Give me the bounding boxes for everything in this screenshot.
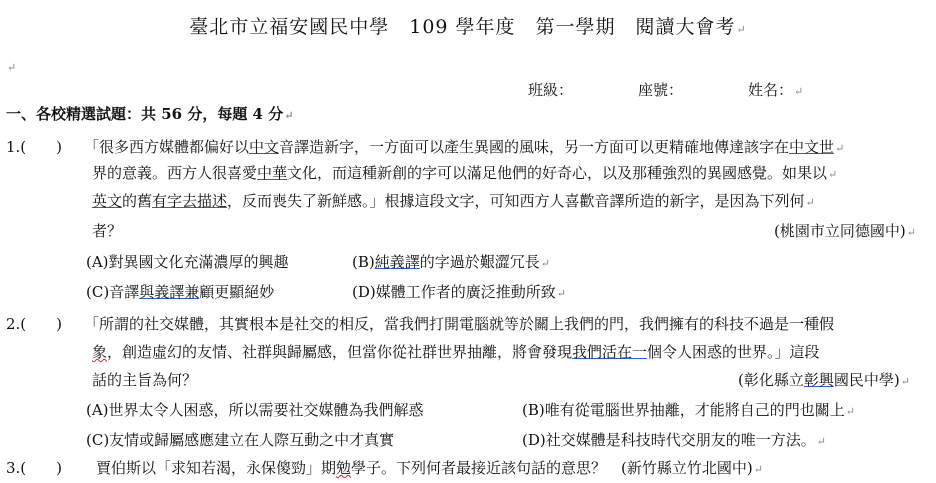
- q2-spellcheck-term: 象: [92, 343, 108, 361]
- q3-line-1: [96, 458, 763, 480]
- q1-number: [6, 137, 62, 157]
- q2-source: [738, 370, 910, 392]
- option-text: 的字過於艱澀冗長: [419, 253, 540, 271]
- class-label: [528, 80, 573, 100]
- q2-option-b[interactable]: [522, 400, 855, 422]
- option-text: (A)世界太令人困惑，所以需要社交媒體為我們解惑: [86, 401, 424, 419]
- paragraph-mark: ↵: [736, 23, 747, 36]
- q1-text: 音譯造新字，一方面可以產生異國的風味，另一方面可以更精確地傳達該字在: [279, 138, 790, 156]
- option-underlined-term: 純義譯: [374, 253, 420, 271]
- q1-source-text: (桃園市立同德國中): [774, 222, 906, 240]
- q1-underlined-term: 中文: [249, 138, 280, 156]
- name-label: [748, 80, 803, 102]
- paragraph-mark: ↵: [816, 435, 826, 448]
- q3-number: [6, 458, 62, 478]
- q1-text: ，反而喪失了新鮮感。」根據這段文字，可知西方人喜歡音譯所造的新字，是因為下列何: [227, 192, 805, 210]
- option-text: (D)媒體工作者的廣泛推動所致: [352, 283, 556, 301]
- option-text: (B): [352, 253, 375, 271]
- q2-line-2: [92, 342, 820, 362]
- q2-number-text: 2.( ): [6, 315, 63, 333]
- paragraph-mark: ↵: [805, 196, 815, 209]
- q1-text: 界的意義。西方人很喜愛: [92, 164, 258, 182]
- q2-option-c[interactable]: [86, 430, 394, 450]
- q2-source-underlined: 彰興: [803, 371, 834, 389]
- q1-text: 者？: [92, 222, 123, 240]
- q1-line-3: [92, 191, 815, 213]
- page-title: [0, 12, 936, 39]
- empty-line: [6, 56, 16, 78]
- q2-text: 「所謂的社交媒體，其實根本是社交的相反，當我們打開電腦就等於關上我們的門，我們擁有的科技不過是一種假: [84, 315, 835, 333]
- q1-underlined-term: 有字去描述: [152, 192, 228, 210]
- q2-text: 個令人困惑的世界。」這段: [647, 343, 820, 361]
- paragraph-mark: ↵: [7, 61, 17, 74]
- q2-line-3: [92, 370, 197, 390]
- q1-text: 「很多西方媒體都偏好以: [84, 138, 250, 156]
- q2-text: 話的主旨為何？: [92, 371, 198, 389]
- option-text: (A)對異國文化充滿濃厚的興趣: [86, 253, 289, 271]
- q1-option-d[interactable]: [352, 282, 566, 304]
- option-text: (C)友情或歸屬感應建立在人際互動之中才真實: [86, 431, 395, 449]
- paragraph-mark: ↵: [556, 287, 566, 300]
- q1-underlined-term: 中文世: [789, 138, 835, 156]
- q1-text: 文化，而這種新創的字可以滿足他們的好奇心，以及那種強烈的異國感覺。如果以: [287, 164, 828, 182]
- q3-number-text: 3.( ): [6, 459, 63, 477]
- q2-line-1: [84, 314, 834, 334]
- seat-label-text: 座號：: [638, 81, 684, 99]
- paragraph-mark: ↵: [835, 142, 845, 155]
- option-text: (B)唯有從電腦世界抽離，才能將自己的門也關上: [522, 401, 845, 419]
- q2-text: ，創造虛幻的友情、社群與歸屬感，但當你從社群世界抽離，將會發現: [107, 343, 573, 361]
- q1-number-text: 1.( ): [6, 138, 63, 156]
- q1-source: [774, 221, 916, 243]
- option-text: 顧更顯絕妙: [199, 283, 275, 301]
- paragraph-mark: ↵: [753, 463, 763, 476]
- q1-option-c[interactable]: [86, 282, 274, 302]
- paragraph-mark: ↵: [828, 168, 838, 181]
- paragraph-mark: ↵: [845, 405, 855, 418]
- paragraph-mark: ↵: [900, 375, 910, 388]
- q2-underlined-term: 我們活在一: [572, 343, 648, 361]
- title-text: 臺北市立福安國民中學 109 學年度 第一學期 閱讀大會考: [189, 16, 736, 38]
- class-label-text: 班級：: [528, 81, 574, 99]
- seat-label: [638, 80, 683, 100]
- q2-source-text: (彰化縣立: [738, 371, 804, 389]
- paragraph-mark: ↵: [540, 257, 550, 270]
- q1-underlined-term: 英文: [92, 192, 123, 210]
- q1-text: 的舊: [122, 192, 153, 210]
- option-text: (D)社交媒體是科技時代交朋友的唯一方法。: [522, 431, 816, 449]
- section-heading: [6, 104, 293, 126]
- q2-number: [6, 314, 62, 334]
- q1-line-1: [84, 137, 844, 159]
- q3-text: 賈伯斯以「求知若渴，永保傻勁」期: [96, 459, 337, 477]
- paragraph-mark: ↵: [906, 226, 916, 239]
- q1-underlined-term: 中華: [257, 164, 288, 182]
- name-label-text: 姓名：: [748, 81, 794, 99]
- section-heading-text: 一、各校精選試題：共 56 分，每題 4 分: [6, 105, 284, 123]
- q2-option-d[interactable]: [522, 430, 826, 452]
- option-text: (C)音譯: [86, 283, 140, 301]
- q1-line-4: [92, 221, 122, 241]
- q3-spellcheck-term: 勉: [336, 459, 352, 477]
- q2-source-text: 國民中學): [833, 371, 900, 389]
- q1-option-b[interactable]: [352, 252, 550, 274]
- paragraph-mark: ↵: [284, 109, 294, 122]
- q3-text: 學子。下列何者最接近該句話的意思？ (新竹縣立竹北國中): [351, 459, 753, 477]
- paragraph-mark: ↵: [794, 85, 804, 98]
- q1-option-a[interactable]: [86, 252, 289, 272]
- option-underlined-term: 與義譯兼: [139, 283, 200, 301]
- q1-line-2: [92, 163, 837, 185]
- q2-option-a[interactable]: [86, 400, 424, 420]
